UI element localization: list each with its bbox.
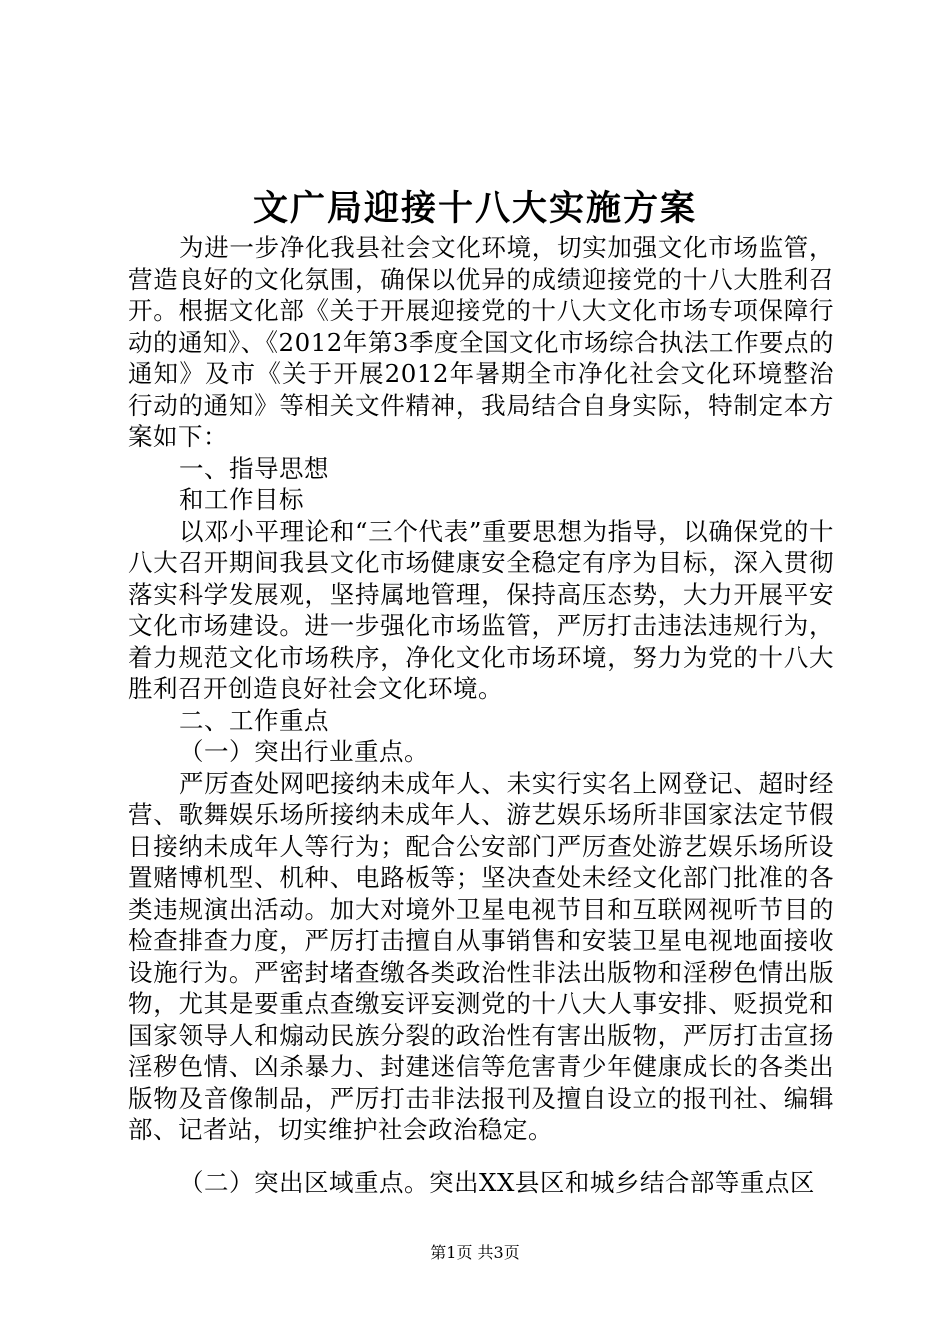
region-focus-paragraph: （二）突出区域重点。突出XX县区和城乡结合部等重点区 [179,1167,815,1197]
section-heading-1-continued: 和工作目标 [179,485,304,514]
section-heading-2: 二、工作重点 [179,705,329,735]
page-indicator: 第1页 共3页 [430,1243,520,1262]
document-body [128,232,834,1198]
document-title: 文广局迎接十八大实施方案 [252,188,697,229]
guiding-paragraph: 以邓小平理论和“三个代表”重要思想为指导，以确保党的十八大召开期间我县文化市场健康安全稳定有序为目标，深入贯彻落实科学发展观，坚持属地管理，保持高压态势，大力开展平安文化市场建设。进一步强化市场监管，严厉打击违法违规行为，着力规范文化市场秩序，净化文化市场环境，努力为党的十八大胜利召开创造良好社会文化环境。 [128,516,834,703]
industry-focus-paragraph: 严厉查处网吧接纳未成年人、未实行实名上网登记、超时经营、歌舞娱乐场所接纳未成年人、游艺娱乐场所非国家法定节假日接纳未成年人等行为；配合公安部门严厉查处游艺娱乐场所设置赌博机型、机种、电路板等；坚决查处未经文化部门批准的各类违规演出活动。加大对境外卫星电视节目和互联网视听节目的检查排查力度，严厉打击擅自从事销售和安装卫星电视地面接收设施行为。严密封堵查缴各类政治性非法出版物和淫秽色情出版物，尤其是要重点查缴妄评妄测党的十八大人事安排、贬损党和国家领导人和煽动民族分裂的政治性有害出版物，严厉打击宣扬淫秽色情、凶杀暴力、封建迷信等危害青少年健康成长的各类出版物及音像制品，严厉打击非法报刊及擅自设立的报刊社、编辑部、记者站，切实维护社会政治稳定。 [128,768,834,1144]
intro-paragraph: 为进一步净化我县社会文化环境，切实加强文化市场监管，营造良好的文化氛围，确保以优异的成绩迎接党的十八大胜利召开。根据文化部《关于开展迎接党的十八大文化市场专项保障行动的通知》、《2012年第3季度全国文化市场综合执法工作要点的通知》及市《关于开展2012年暑期全市净化社会文化环境整治行动的通知》等相关文件精神，我局结合自身实际，特制定本方案如下： [128,233,834,451]
subsection-heading-1: （一）突出行业重点。 [179,737,429,766]
section-heading-1: 一、指导思想 [179,453,329,483]
